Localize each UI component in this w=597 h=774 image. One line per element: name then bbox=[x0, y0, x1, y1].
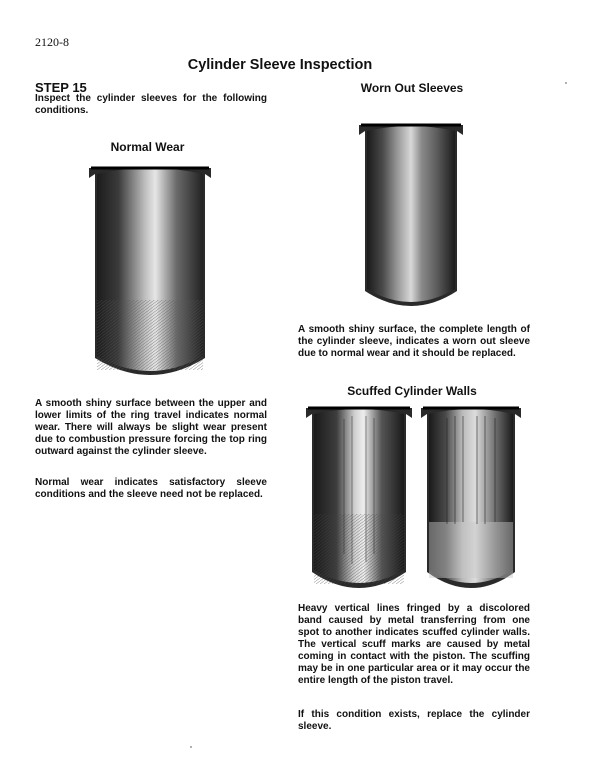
scuffed-sleeve-photo-right bbox=[419, 404, 523, 596]
scuffed-heading: Scuffed Cylinder Walls bbox=[347, 384, 477, 398]
page-title: Cylinder Sleeve Inspection bbox=[187, 57, 373, 73]
scuffed-paragraph-1: Heavy vertical lines fringed by a discolored band caused by metal transferring from one spot to another indicates scuffed cylinder walls. The vertical scuff marks are caused by metal coming in contact with the piston. The scuffing may be in one particular area or it may occur the entire length of the piston travel. bbox=[298, 603, 530, 686]
page-number: 2120-8 bbox=[35, 35, 69, 49]
normal-wear-paragraph-1: A smooth shiny surface between the upper and lower limits of the ring travel indicates normal wear. There will always be slight wear present due to combustion pressure forcing the top ring outward against the cylinder sleeve. bbox=[35, 398, 267, 457]
normal-wear-heading: Normal Wear bbox=[110, 140, 185, 154]
scuffed-sleeve-photo-left bbox=[304, 404, 414, 596]
worn-out-heading: Worn Out Sleeves bbox=[360, 81, 464, 95]
normal-wear-paragraph-2: Normal wear indicates satisfactory sleeve conditions and the sleeve need not be replaced. bbox=[35, 477, 267, 500]
scan-speck bbox=[190, 746, 192, 748]
step-intro: Inspect the cylinder sleeves for the following conditions. bbox=[35, 93, 267, 116]
worn-out-sleeve-photo bbox=[357, 121, 465, 315]
step-label: STEP 15 bbox=[35, 80, 87, 95]
scuffed-paragraph-2: If this condition exists, replace the cylinder sleeve. bbox=[298, 709, 530, 732]
normal-wear-sleeve-photo bbox=[85, 160, 215, 386]
worn-out-paragraph: A smooth shiny surface, the complete length of the cylinder sleeve, indicates a worn out sleeve due to normal wear and it should be replaced. bbox=[298, 324, 530, 359]
scan-speck bbox=[565, 82, 567, 84]
